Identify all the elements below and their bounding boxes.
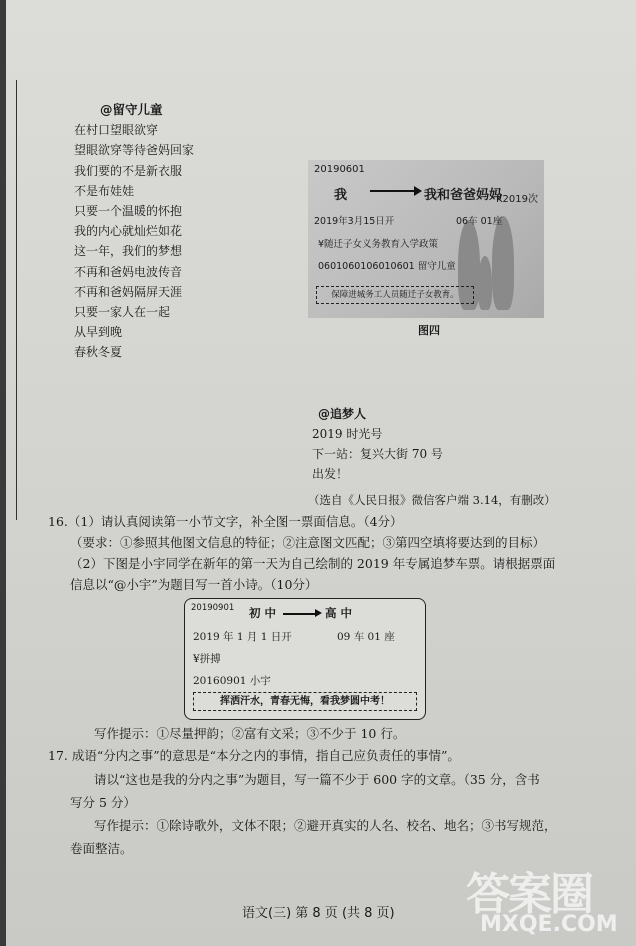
question-17-prompt: 请以“这也是我的分内之事”为题目，写一篇不少于 600 字的文章。（35 分，含书 [94, 772, 540, 787]
poem-line: 望眼欲穿等待爸妈回家 [74, 143, 195, 158]
ticket-price: ¥拼搏 [193, 653, 221, 665]
poem-line: 不再和爸妈隔屏天涯 [74, 284, 183, 299]
dream-line: 2019 时光号 [312, 427, 383, 441]
poem-line: 只要一个温暖的怀抱 [74, 204, 183, 219]
ticket-seat: 09 车 01 座 [337, 631, 395, 643]
ticket-train: K2019次 [496, 194, 539, 205]
arrowhead-icon [414, 186, 422, 196]
child-silhouette [478, 256, 492, 310]
ticket-banner: 挥洒汗水，青春无悔，看我梦圆中考！ [193, 692, 417, 711]
watermark-logo [462, 858, 634, 942]
question-16-part1: 16.（1）请认真阅读第一小节文字，补全图一票面信息。（4分） [48, 514, 403, 529]
question-16-part2-cont: 信息以“@小宇”为题目写一首小诗。（10分） [70, 577, 318, 592]
arrow-right-icon [370, 190, 416, 192]
poem-line: 在村口望眼欲穿 [74, 123, 159, 138]
poem-line: 我们要的不是新衣服 [74, 163, 183, 178]
source-note: （选自《人民日报》微信客户端 3.14，有删改） [308, 493, 556, 507]
ticket-id: 20160901 小宇 [193, 675, 271, 687]
poem-line: 不再和爸妈电波传音 [74, 264, 183, 279]
xiaoyu-dream-ticket [184, 598, 426, 720]
figure4-ticket [308, 160, 544, 318]
dream-title: @追梦人 [318, 407, 367, 421]
parent-silhouette [492, 216, 514, 310]
ticket-date: 2019年3月15日开 [314, 216, 395, 227]
watermark-site: MXQE.COM [480, 912, 618, 937]
question-16-hint: 写作提示：①尽量押韵；②富有文采；③不少于 10 行。 [94, 726, 406, 741]
poem-title: @留守儿童 [100, 102, 163, 117]
question-17-hint-cont: 卷面整洁。 [70, 841, 133, 856]
dream-line: 出发！ [312, 467, 349, 481]
poem-line: 从早到晚 [74, 325, 123, 340]
ticket-from: 我 [334, 188, 348, 203]
dream-line: 下一站：复兴大街 70 号 [312, 447, 443, 461]
ticket-id: 0601060106010601 留守儿童 [318, 261, 456, 272]
ticket-seat: 06车 01座 [456, 216, 503, 227]
ticket-code: 20190901 [191, 603, 235, 613]
poem-line: 不是布娃娃 [74, 183, 135, 198]
figure-caption: 图四 [418, 324, 440, 337]
question-16-requirements: （要求：①参照其他图文信息的特征；②注意图文匹配；③第四空填将要达到的目标） [70, 535, 546, 550]
poem-line: 春秋冬夏 [74, 345, 123, 360]
ticket-to: 我和爸爸妈妈 [424, 188, 503, 203]
page-footer: 语文(三) 第 8 页 (共 8 页) [242, 906, 395, 921]
ticket-code: 20190601 [314, 164, 365, 175]
poem-line: 只要一家人在一起 [74, 305, 171, 320]
question-17-prompt-cont: 写分 5 分） [70, 795, 136, 810]
arrowhead-icon [315, 609, 322, 617]
poem-left-behind-children [74, 100, 194, 363]
ticket-date: 2019 年 1 月 1 日开 [193, 631, 292, 643]
poem-line: 这一年，我们的梦想 [74, 244, 183, 259]
ticket-banner: 保障进城务工人员随迁子女教育。 [316, 286, 474, 304]
question-17-hint: 写作提示：①除诗歌外，文体不限；②避开真实的人名、校名、地名；③书写规范， [94, 818, 557, 833]
ticket-from: 初 中 [249, 606, 277, 620]
poem-dream-chaser [312, 404, 443, 484]
exam-page [6, 0, 636, 946]
margin-line [16, 80, 17, 520]
question-16-part2: （2）下图是小宇同学在新年的第一天为自己绘制的 2019 年专属追梦车票。请根据票面 [70, 556, 556, 571]
question-17: 17. 成语“分内之事”的意思是“本分之内的事情，指自己应负责任的事情”。 [48, 748, 460, 763]
ticket-price: ¥随迁子女义务教育入学政策 [318, 239, 439, 250]
watermark-text: 答案圈 [466, 869, 592, 920]
ticket-to: 高 中 [325, 606, 353, 620]
arrow-right-icon [283, 613, 317, 615]
poem-line: 我的内心就灿烂如花 [74, 224, 183, 239]
